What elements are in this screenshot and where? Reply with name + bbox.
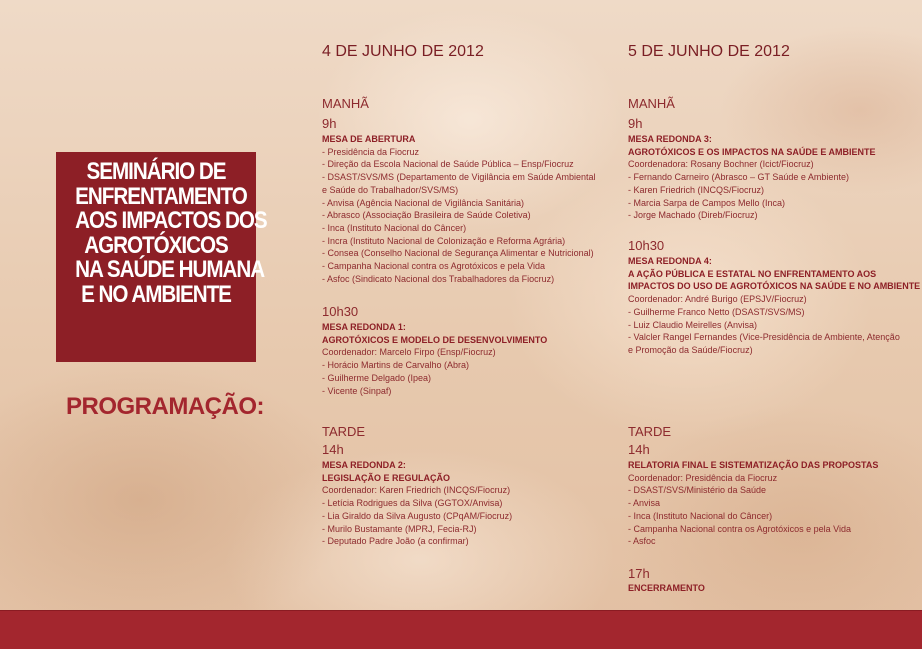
list-item: - Vicente (Sinpaf): [322, 385, 392, 396]
list-item: - Guilherme Delgado (Ipea): [322, 372, 432, 383]
session-time: 14h: [322, 442, 344, 457]
list-item: - Letícia Rodrigues da Silva (GGTOX/Anvisa): [322, 498, 503, 509]
list-item: - Asfoc (Sindicato Nacional dos Trabalhadores da Fiocruz): [322, 273, 555, 284]
list-item: - Marcia Sarpa de Campos Mello (Inca): [628, 197, 786, 208]
list-item: Coordenador: Presidência da Fiocruz: [628, 472, 778, 483]
session-subtitle: A AÇÃO PÚBLICA E ESTATAL NO ENFRENTAMENTO AOS: [628, 268, 877, 279]
list-item: - Incra (Instituto Nacional de Colonização e Reforma Agrária): [322, 235, 566, 246]
list-item: - Campanha Nacional contra os Agrotóxicos e pela Vida: [628, 523, 851, 534]
list-item: Coordenador: Karen Friedrich (INCQS/Fiocruz): [322, 485, 511, 496]
session-title: MESA REDONDA 3:: [628, 134, 712, 144]
title-line-5: NA SAÚDE HUMANA: [75, 256, 265, 283]
day1-session-2: [322, 304, 547, 397]
day2-session-3: [628, 442, 878, 548]
list-item: Coordenador: Marcelo Firpo (Ensp/Fiocruz): [322, 347, 496, 358]
list-item: e Promoção da Saúde/Fiocruz): [628, 344, 753, 355]
programacao-heading: PROGRAMAÇÃO:: [66, 393, 264, 420]
list-item: - Valcler Rangel Fernandes (Vice-Presidência de Ambiente, Atenção: [628, 332, 900, 343]
list-item: - DSAST/SVS/Ministério da Saúde: [628, 485, 767, 496]
session-title: MESA REDONDA 2:: [322, 460, 406, 470]
seminar-title-box: [56, 152, 267, 362]
session-title: MESA DE ABERTURA: [322, 134, 416, 144]
session-title: MESA REDONDA 1:: [322, 322, 406, 332]
list-item: - Asfoc: [628, 536, 656, 547]
list-item: - Inca (Instituto Nacional do Câncer): [322, 222, 467, 233]
list-item: Coordenador: André Burigo (EPSJV/Fiocruz): [628, 294, 807, 305]
session-title: ENCERRAMENTO: [628, 583, 705, 593]
session-time: 14h: [628, 442, 650, 457]
list-item: - Consea (Conselho Nacional de Segurança Alimentar e Nutricional): [322, 248, 594, 259]
day1-session-1: [322, 116, 595, 285]
list-item: - Jorge Machado (Direb/Fiocruz): [628, 210, 758, 221]
title-line-4: AGROTÓXICOS: [84, 231, 228, 259]
session-time: 17h: [628, 566, 650, 581]
list-item: - DSAST/SVS/MS (Departamento de Vigilância em Saúde Ambiental: [322, 172, 596, 183]
day2-manha: MANHÃ: [628, 96, 675, 111]
title-line-3: AOS IMPACTOS DOS: [75, 207, 267, 234]
list-item: - Direção da Escola Nacional de Saúde Pública – Ensp/Fiocruz: [322, 159, 574, 170]
list-item: Coordenadora: Rosany Bochner (Icict/Fiocruz): [628, 159, 814, 170]
day1-date: 4 DE JUNHO DE 2012: [322, 43, 484, 60]
list-item: - Luiz Claudio Meirelles (Anvisa): [628, 319, 758, 330]
list-item: - Anvisa (Agência Nacional de Vigilância Sanitária): [322, 197, 524, 208]
session-time: 10h30: [628, 238, 665, 253]
day2-session-4: [628, 566, 705, 595]
session-title: RELATORIA FINAL E SISTEMATIZAÇÃO DAS PROPOSTAS: [628, 460, 879, 470]
day1-manha: MANHÃ: [322, 96, 369, 111]
day1-session-3: [322, 442, 512, 548]
session-subtitle: AGROTÓXICOS E OS IMPACTOS NA SAÚDE E AMBIENTE: [628, 146, 876, 157]
list-item: - Campanha Nacional contra os Agrotóxicos e pela Vida: [322, 261, 545, 272]
title-line-6: E NO AMBIENTE: [81, 280, 231, 308]
list-item: - Lia Giraldo da Silva Augusto (CPqAM/Fiocruz): [322, 510, 513, 521]
session-time: 9h: [628, 116, 643, 131]
title-line-1: SEMINÁRIO DE: [86, 158, 226, 185]
list-item: - Presidência da Fiocruz: [322, 146, 420, 157]
session-subtitle: AGROTÓXICOS E MODELO DE DESENVOLVIMENTO: [322, 334, 548, 345]
day2-tarde: TARDE: [628, 424, 672, 439]
list-item: - Anvisa: [628, 498, 661, 509]
session-subtitle: LEGISLAÇÃO E REGULAÇÃO: [322, 472, 451, 483]
list-item: - Deputado Padre João (a confirmar): [322, 536, 469, 547]
list-item: - Horácio Martins de Carvalho (Abra): [322, 360, 470, 371]
list-item: - Karen Friedrich (INCQS/Fiocruz): [628, 184, 765, 195]
session-time: 9h: [322, 116, 337, 131]
list-item: - Fernando Carneiro (Abrasco – GT Saúde e Ambiente): [628, 172, 849, 183]
day2-session-1: [628, 116, 876, 222]
list-item: - Murilo Bustamante (MPRJ, Fecia-RJ): [322, 523, 477, 534]
list-item: - Inca (Instituto Nacional do Câncer): [628, 510, 773, 521]
day2-date: 5 DE JUNHO DE 2012: [628, 43, 790, 60]
list-item: e Saúde do Trabalhador/SVS/MS): [322, 184, 459, 195]
title-line-2: ENFRENTAMENTO: [75, 182, 247, 210]
session-subtitle: IMPACTOS DO USO DE AGROTÓXICOS NA SAÚDE E NO AMBIENTE: [628, 281, 921, 292]
session-time: 10h30: [322, 304, 359, 319]
day2-session-2: [628, 238, 920, 357]
list-item: - Abrasco (Associação Brasileira de Saúde Coletiva): [322, 210, 531, 221]
list-item: - Guilherme Franco Netto (DSAST/SVS/MS): [628, 306, 805, 317]
session-title: MESA REDONDA 4:: [628, 256, 712, 266]
day1-tarde: TARDE: [322, 424, 366, 439]
footer-bar: [0, 610, 922, 649]
